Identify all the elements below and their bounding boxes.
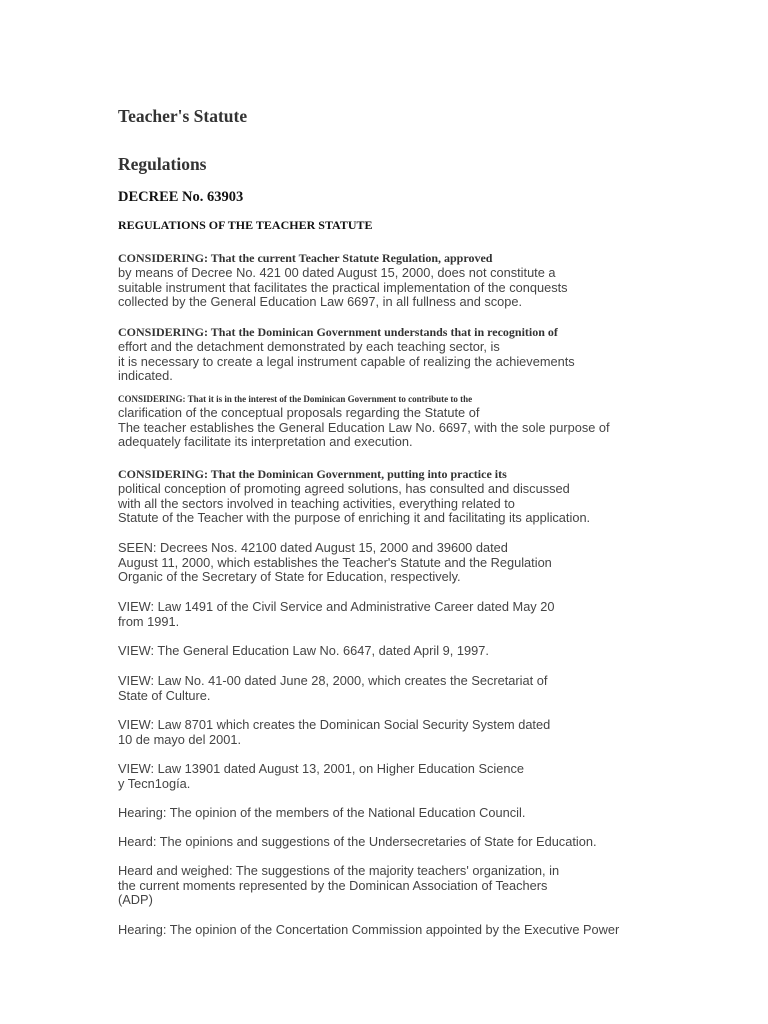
paragraph-line: indicated.	[118, 368, 173, 384]
paragraph-line: adequately facilitate its interpretation and execution.	[118, 434, 413, 450]
paragraph-lead: CONSIDERING: That the Dominican Government, putting into practice its	[118, 467, 507, 481]
document-page	[118, 106, 738, 937]
paragraph-line: with all the sectors involved in teaching activities, everything related to	[118, 495, 515, 511]
paragraph	[118, 864, 559, 908]
paragraph-line: it is necessary to create a legal instrument capable of realizing the achievements	[118, 353, 575, 369]
paragraph-line: suitable instrument that facilitates the practical implementation of the conquests	[118, 279, 568, 295]
paragraph-line: The teacher establishes the General Education Law No. 6697, with the sole purpose of	[118, 419, 610, 435]
paragraph	[118, 835, 597, 850]
paragraph-line: from 1991.	[118, 613, 180, 629]
paragraph-lead: CONSIDERING: That it is in the interest of the Dominican Government to contribute to the	[118, 394, 473, 404]
regulations-heading: REGULATIONS OF THE TEACHER STATUTE	[118, 218, 373, 232]
paragraph-line: 10 de mayo del 2001.	[118, 731, 242, 747]
paragraph-line: (ADP)	[118, 892, 153, 908]
paragraph-line: clarification of the conceptual proposals regarding the Statute of	[118, 405, 480, 420]
paragraph-line: VIEW: Law 1491 of the Civil Service and Administrative Career dated May 20	[118, 599, 555, 614]
paragraph-line: y Tecn1ogía.	[118, 775, 191, 791]
paragraph-line: political conception of promoting agreed solutions, has consulted and discussed	[118, 481, 570, 496]
paragraph-line: August 11, 2000, which establishes the Teacher's Statute and the Regulation	[118, 554, 552, 570]
paragraph	[118, 806, 525, 821]
paragraph-line: by means of Decree No. 421 00 dated August 15, 2000, does not constitute a	[118, 265, 556, 280]
paragraph	[118, 467, 590, 526]
paragraph-line: Heard: The opinions and suggestions of the Undersecretaries of State for Education.	[118, 834, 597, 849]
document-title: Teacher's Statute	[118, 106, 248, 126]
decree-number: DECREE No. 63903	[118, 189, 244, 205]
paragraph	[118, 600, 555, 629]
paragraph	[118, 325, 575, 384]
paragraph	[118, 923, 619, 938]
paragraph-line: State of Culture.	[118, 687, 211, 703]
paragraph-lead: CONSIDERING: That the current Teacher Statute Regulation, approved	[118, 251, 493, 265]
paragraph-line: Hearing: The opinion of the members of the National Education Council.	[118, 805, 526, 820]
paragraph	[118, 393, 610, 450]
paragraph-line: the current moments represented by the Dominican Association of Teachers	[118, 877, 548, 893]
paragraph-lead: CONSIDERING: That the Dominican Government understands that in recognition of	[118, 325, 558, 339]
paragraph-line: collected by the General Education Law 6697, in all fullness and scope.	[118, 294, 523, 310]
paragraph-line: Statute of the Teacher with the purpose of enriching it and facilitating its application.	[118, 510, 591, 526]
paragraph-line: VIEW: Law 8701 which creates the Dominican Social Security System dated	[118, 717, 551, 732]
paragraph	[118, 718, 550, 747]
paragraph	[118, 644, 489, 659]
paragraph	[118, 674, 547, 703]
paragraph	[118, 541, 552, 585]
paragraph-line: VIEW: Law No. 41-00 dated June 28, 2000, which creates the Secretariat of	[118, 673, 548, 688]
document-subtitle: Regulations	[118, 154, 207, 174]
paragraph-line: Hearing: The opinion of the Concertation Commission appointed by the Executive Power	[118, 922, 620, 937]
paragraph	[118, 251, 568, 310]
paragraph-line: effort and the detachment demonstrated by each teaching sector, is	[118, 339, 500, 354]
paragraph-line: Organic of the Secretary of State for Education, respectively.	[118, 569, 461, 585]
paragraph	[118, 762, 524, 791]
paragraph-line: VIEW: Law 13901 dated August 13, 2001, on Higher Education Science	[118, 761, 524, 776]
paragraph-line: SEEN: Decrees Nos. 42100 dated August 15, 2000 and 39600 dated	[118, 540, 508, 555]
paragraph-line: Heard and weighed: The suggestions of the majority teachers' organization, in	[118, 863, 560, 878]
paragraph-line: VIEW: The General Education Law No. 6647, dated April 9, 1997.	[118, 643, 489, 658]
